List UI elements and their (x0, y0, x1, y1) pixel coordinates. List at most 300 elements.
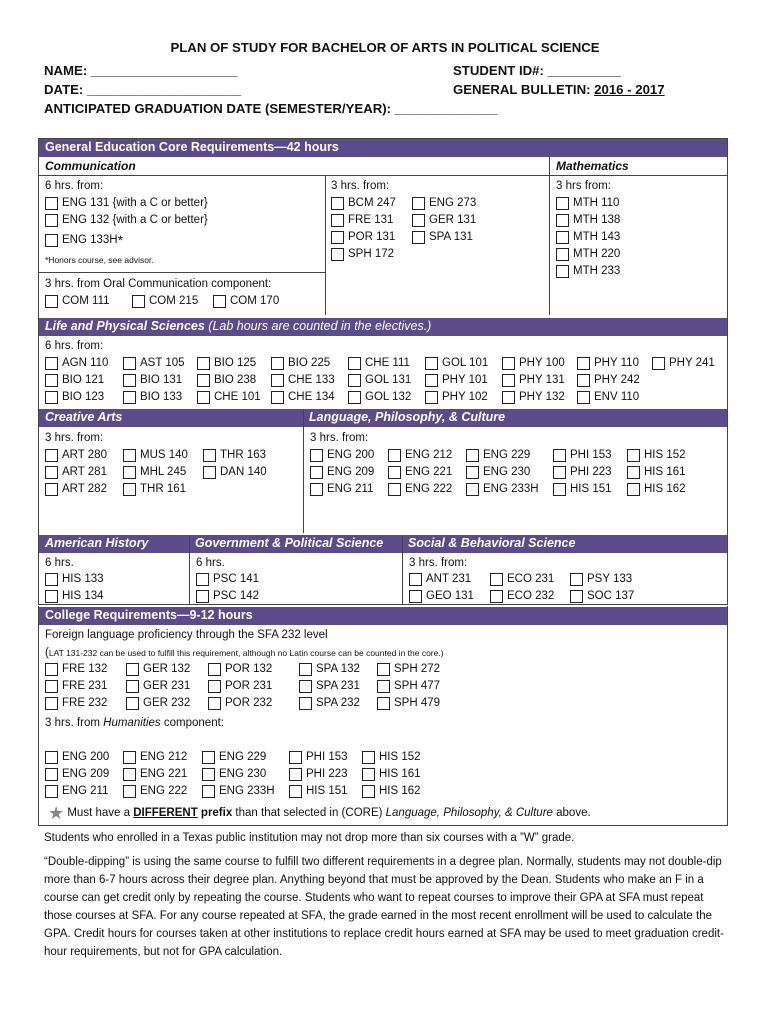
checkbox[interactable] (271, 374, 284, 387)
language-header: Language, Philosophy, & Culture (303, 409, 727, 427)
social-from-label: 3 hrs. from: (409, 557, 468, 569)
checkbox[interactable] (45, 680, 58, 693)
course-label: COM 111 (62, 295, 110, 307)
date-field[interactable]: DATE: _____________________ (44, 82, 241, 97)
course-checkbox[interactable] (132, 294, 198, 308)
course-label: ECO 232 (507, 590, 555, 602)
checkbox[interactable] (310, 449, 323, 462)
course-checkbox[interactable] (45, 448, 107, 462)
course-checkbox[interactable] (45, 589, 104, 603)
checkbox[interactable] (556, 231, 569, 244)
course-checkbox[interactable] (289, 784, 348, 798)
course-checkbox[interactable] (490, 589, 554, 603)
checkbox[interactable] (197, 391, 210, 404)
course-label: ENG 200 (62, 751, 110, 763)
course-checkbox[interactable] (271, 356, 330, 370)
checkbox[interactable] (271, 391, 284, 404)
course-label: ENV 110 (594, 391, 640, 403)
checkbox[interactable] (289, 768, 302, 781)
course-label: SPA 132 (316, 663, 360, 675)
course-label: ENG 229 (483, 449, 531, 461)
course-label: ENG 209 (62, 768, 110, 780)
course-checkbox[interactable] (202, 750, 266, 764)
checkbox[interactable] (202, 751, 215, 764)
course-checkbox[interactable] (388, 465, 452, 479)
course-checkbox[interactable] (126, 662, 190, 676)
checkbox[interactable] (45, 785, 58, 798)
checkbox[interactable] (299, 697, 312, 710)
course-checkbox[interactable] (556, 247, 620, 261)
checkbox[interactable] (577, 374, 590, 387)
course-label: ENG 200 (327, 449, 375, 461)
course-checkbox[interactable] (425, 356, 488, 370)
checkbox[interactable] (123, 391, 136, 404)
course-checkbox[interactable] (502, 356, 565, 370)
course-label: HIS 151 (570, 483, 612, 495)
checkbox[interactable] (310, 483, 323, 496)
checkbox[interactable] (652, 357, 665, 370)
course-checkbox[interactable] (570, 589, 634, 603)
checkbox[interactable] (45, 697, 58, 710)
checkbox[interactable] (409, 590, 422, 603)
course-label: PHY 241 (669, 357, 715, 369)
course-checkbox[interactable] (196, 589, 259, 603)
course-label: MTH 143 (573, 231, 621, 243)
checkbox[interactable] (126, 663, 139, 676)
checkbox[interactable] (412, 231, 425, 244)
course-label: SPA 231 (316, 680, 360, 692)
course-label: MUS 140 (140, 449, 188, 461)
course-label: THR 161 (140, 483, 187, 495)
checkbox[interactable] (348, 357, 361, 370)
course-checkbox[interactable] (289, 750, 348, 764)
checkbox[interactable] (331, 248, 344, 261)
course-checkbox[interactable]: ENG 132 {with a C or better} (45, 213, 208, 227)
course-checkbox[interactable] (331, 196, 396, 210)
course-checkbox[interactable] (123, 482, 186, 496)
course-checkbox[interactable] (45, 356, 108, 370)
course-checkbox[interactable] (425, 373, 488, 387)
course-checkbox[interactable] (553, 465, 612, 479)
checkbox[interactable] (425, 391, 438, 404)
checkbox[interactable] (466, 449, 479, 462)
course-checkbox[interactable] (570, 572, 632, 586)
course-label: CHE 111 (365, 357, 410, 369)
course-checkbox[interactable] (123, 767, 187, 781)
course-label: HIS 151 (306, 785, 348, 797)
course-checkbox[interactable] (577, 373, 640, 387)
course-checkbox[interactable] (412, 230, 473, 244)
checkbox[interactable] (299, 663, 312, 676)
course-checkbox[interactable] (377, 679, 440, 693)
checkbox[interactable] (123, 785, 136, 798)
course-label: DAN 140 (220, 466, 267, 478)
american-from-label: 6 hrs. (45, 557, 74, 569)
course-checkbox[interactable] (627, 482, 686, 496)
course-checkbox[interactable] (299, 662, 360, 676)
checkbox[interactable] (388, 449, 401, 462)
checkbox[interactable] (196, 590, 209, 603)
checkbox[interactable] (132, 295, 145, 308)
checkbox[interactable] (490, 590, 503, 603)
checkbox[interactable] (123, 466, 136, 479)
course-checkbox[interactable] (310, 465, 374, 479)
course-checkbox[interactable] (409, 589, 474, 603)
honors-star: * (117, 232, 124, 248)
humanities-label: 3 hrs. from Humanities component: (45, 717, 224, 729)
course-checkbox[interactable] (45, 390, 104, 404)
course-label: HIS 162 (379, 785, 421, 797)
course-label: PSY 133 (587, 573, 633, 585)
course-label: ART 281 (62, 466, 107, 478)
course-checkbox[interactable] (388, 448, 452, 462)
checkbox[interactable] (45, 573, 58, 586)
checkbox[interactable] (556, 197, 569, 210)
checkbox[interactable] (289, 751, 302, 764)
checkbox[interactable] (377, 663, 390, 676)
course-checkbox[interactable] (377, 696, 440, 710)
course-label: BIO 123 (62, 391, 105, 403)
course-checkbox[interactable] (45, 572, 104, 586)
checkbox[interactable] (45, 751, 58, 764)
course-checkbox[interactable] (45, 662, 107, 676)
checkbox[interactable] (425, 357, 438, 370)
comm-from-label: 6 hrs. from: (45, 180, 104, 192)
checkbox[interactable] (202, 785, 215, 798)
course-checkbox[interactable] (362, 750, 421, 764)
checkbox[interactable] (123, 768, 136, 781)
checkbox[interactable] (299, 680, 312, 693)
course-label: POR 131 (348, 231, 396, 243)
course-label: ENG 209 (327, 466, 375, 478)
course-checkbox[interactable] (412, 196, 476, 210)
course-label: CHE 101 (214, 391, 261, 403)
course-checkbox[interactable] (331, 230, 395, 244)
course-label: BIO 225 (288, 357, 331, 369)
course-label: SPA 131 (429, 231, 473, 243)
course-checkbox[interactable] (425, 390, 488, 404)
life-sciences-header: Life and Physical Sciences (Lab hours are counted in the electives.) (39, 318, 727, 336)
course-checkbox[interactable] (123, 390, 182, 404)
course-checkbox[interactable] (502, 390, 565, 404)
checkbox[interactable] (362, 751, 375, 764)
checkbox[interactable] (126, 697, 139, 710)
course-checkbox[interactable] (502, 373, 565, 387)
foreign-language-label: Foreign language proficiency through the SFA 232 level (45, 629, 328, 641)
checkbox[interactable] (45, 483, 58, 496)
course-checkbox[interactable] (490, 572, 554, 586)
course-checkbox[interactable] (299, 679, 360, 693)
checkbox[interactable] (556, 265, 569, 278)
checkbox[interactable] (377, 680, 390, 693)
government-from-label: 6 hrs. (196, 557, 225, 569)
checkbox[interactable] (502, 391, 515, 404)
checkbox[interactable] (197, 357, 210, 370)
course-checkbox[interactable] (310, 448, 374, 462)
course-label: HIS 161 (379, 768, 421, 780)
course-checkbox[interactable] (271, 373, 335, 387)
course-label: HIS 161 (644, 466, 686, 478)
checkbox[interactable] (45, 197, 58, 210)
course-checkbox[interactable] (197, 356, 256, 370)
course-checkbox[interactable] (208, 662, 272, 676)
checkbox[interactable] (502, 374, 515, 387)
course-checkbox[interactable] (577, 356, 639, 370)
course-checkbox[interactable] (203, 465, 267, 479)
course-checkbox[interactable] (45, 784, 108, 798)
course-checkbox[interactable] (197, 373, 256, 387)
checkbox[interactable] (553, 449, 566, 462)
divider (549, 157, 550, 315)
course-checkbox[interactable] (556, 230, 620, 244)
checkbox[interactable] (556, 248, 569, 261)
checkbox[interactable] (289, 785, 302, 798)
checkbox[interactable] (490, 573, 503, 586)
checkbox[interactable] (556, 214, 569, 227)
drop-policy-note: Students who enrolled in a Texas public institution may not drop more than six courses with a ”W” grade. (44, 832, 575, 844)
checkbox[interactable] (570, 573, 583, 586)
checkbox[interactable] (213, 295, 226, 308)
checkbox[interactable] (388, 483, 401, 496)
course-checkbox[interactable] (331, 247, 394, 261)
course-label: GER 131 (429, 214, 477, 226)
course-checkbox[interactable] (123, 356, 185, 370)
course-checkbox[interactable] (556, 196, 619, 210)
checkbox[interactable] (45, 466, 58, 479)
different-prefix-note: ★ Must have a DIFFERENT prefix than that selected in (CORE) Language, Philosophy, & Culture above. (48, 803, 591, 823)
checkbox[interactable] (203, 466, 216, 479)
course-checkbox[interactable] (627, 448, 686, 462)
course-label: HIS 134 (62, 590, 104, 602)
course-checkbox[interactable]: ENG 133H* (45, 233, 123, 247)
checkbox[interactable] (627, 466, 640, 479)
course-label: ENG 221 (140, 768, 188, 780)
course-label: HIS 152 (644, 449, 686, 461)
checkbox[interactable] (502, 357, 515, 370)
checkbox[interactable] (331, 197, 344, 210)
course-checkbox[interactable] (123, 784, 187, 798)
checkbox[interactable] (412, 214, 425, 227)
comm-from2-label: 3 hrs. from: (331, 180, 390, 192)
checkbox[interactable] (388, 466, 401, 479)
course-label: GEO 131 (426, 590, 474, 602)
checkbox[interactable] (208, 697, 221, 710)
checkbox[interactable] (45, 590, 58, 603)
checkbox[interactable] (466, 483, 479, 496)
checkbox[interactable] (45, 663, 58, 676)
course-checkbox[interactable] (202, 784, 275, 798)
bulletin-label: GENERAL BULLETIN: (453, 82, 591, 97)
course-label: HIS 152 (379, 751, 421, 763)
course-checkbox[interactable] (45, 679, 107, 693)
checkbox[interactable] (45, 214, 58, 227)
checkbox[interactable] (377, 697, 390, 710)
course-checkbox[interactable] (652, 356, 715, 370)
course-checkbox[interactable] (362, 784, 421, 798)
course-label: ENG 233H (483, 483, 539, 495)
course-checkbox[interactable] (45, 465, 107, 479)
star-icon: ★ (48, 803, 65, 823)
checkbox[interactable] (348, 391, 361, 404)
course-checkbox[interactable] (123, 750, 187, 764)
checkbox[interactable] (570, 590, 583, 603)
course-label: PHI 223 (306, 768, 348, 780)
course-checkbox[interactable] (197, 390, 261, 404)
course-label: HIS 133 (62, 573, 104, 585)
checkbox[interactable] (203, 449, 216, 462)
course-label: SOC 137 (587, 590, 635, 602)
course-label: COM 170 (230, 295, 280, 307)
course-checkbox[interactable] (553, 482, 612, 496)
checkbox[interactable] (627, 449, 640, 462)
checkbox[interactable] (196, 573, 209, 586)
course-checkbox[interactable] (213, 294, 279, 308)
course-label: MTH 138 (573, 214, 621, 226)
checkbox[interactable] (45, 295, 58, 308)
checkbox[interactable] (412, 197, 425, 210)
checkbox[interactable] (123, 751, 136, 764)
checkbox[interactable] (202, 768, 215, 781)
checkbox[interactable] (577, 391, 590, 404)
checkbox[interactable] (466, 466, 479, 479)
course-checkbox[interactable] (126, 679, 190, 693)
divider (38, 175, 728, 176)
checkbox[interactable] (577, 357, 590, 370)
course-label: GOL 131 (365, 374, 412, 386)
double-dipping-note: “Double-dipping” is using the same course to fulfill two different requirements in a degree plan. Normally, students may not double-dip more than 6-7 hours across their degree plan. Anything beyond that must be approved by the Dean. Students who make an F in a course can get credit only by repeating the course. Students who want to repeat courses to improve their GPA at SFA must repeat those courses at SFA. For any course repeated at SFA, the grade earned in the most recent enrollment will be used to calculate the GPA. Credit hours for courses taken at other institutions to replace credit hours earned at SFA may be used to meet graduation credit-hour requirements, but not for GPA calculation. (44, 856, 724, 958)
checkbox[interactable] (208, 663, 221, 676)
course-checkbox[interactable] (348, 390, 411, 404)
checkbox[interactable] (310, 466, 323, 479)
math-from-label: 3 hrs from: (556, 180, 611, 192)
course-label: ENG 230 (483, 466, 531, 478)
course-label: PSC 142 (213, 590, 260, 602)
course-label: POR 132 (225, 663, 273, 675)
course-label: ENG 212 (405, 449, 453, 461)
course-checkbox[interactable] (45, 482, 107, 496)
checkbox[interactable] (123, 449, 136, 462)
course-label: PHY 102 (442, 391, 488, 403)
student-id-field[interactable]: STUDENT ID#: __________ (453, 63, 621, 78)
course-checkbox[interactable] (466, 448, 530, 462)
checkbox[interactable] (627, 483, 640, 496)
checkbox[interactable] (425, 374, 438, 387)
checkbox[interactable] (45, 234, 58, 247)
course-checkbox[interactable] (208, 679, 272, 693)
course-label: SPH 479 (394, 697, 441, 709)
course-label: POR 232 (225, 697, 273, 709)
checkbox[interactable] (123, 357, 136, 370)
course-checkbox[interactable] (271, 390, 335, 404)
checkbox[interactable] (123, 374, 136, 387)
course-checkbox[interactable] (466, 482, 539, 496)
course-checkbox[interactable] (310, 482, 373, 496)
general-bulletin (453, 82, 665, 97)
course-checkbox[interactable] (45, 696, 107, 710)
checkbox[interactable] (362, 768, 375, 781)
checkbox[interactable] (45, 449, 58, 462)
course-label: BIO 131 (140, 374, 183, 386)
course-checkbox[interactable]: ENG 131 {with a C or better} (45, 196, 208, 210)
course-checkbox[interactable] (202, 767, 266, 781)
course-checkbox[interactable] (412, 213, 476, 227)
checkbox[interactable] (45, 374, 58, 387)
checkbox[interactable] (348, 374, 361, 387)
course-label: FRE 132 (62, 663, 108, 675)
course-checkbox[interactable] (348, 373, 411, 387)
divider (402, 535, 403, 605)
course-checkbox[interactable] (556, 264, 620, 278)
course-label: SPH 172 (348, 248, 395, 260)
page-title: PLAN OF STUDY FOR BACHELOR OF ARTS IN POLITICAL SCIENCE (170, 40, 600, 55)
checkbox[interactable] (331, 214, 344, 227)
gen-ed-header: General Education Core Requirements—42 hours (39, 139, 727, 157)
course-checkbox[interactable] (556, 213, 620, 227)
graduation-date-field[interactable]: ANTICIPATED GRADUATION DATE (SEMESTER/YEAR): ______________ (44, 101, 498, 116)
course-checkbox[interactable] (45, 750, 109, 764)
course-label: ECO 231 (507, 573, 555, 585)
checkbox[interactable] (553, 483, 566, 496)
course-checkbox[interactable] (196, 572, 259, 586)
mathematics-heading: Mathematics (556, 159, 629, 173)
course-label: PHY 242 (594, 374, 640, 386)
course-checkbox[interactable] (377, 662, 440, 676)
checkbox[interactable] (208, 680, 221, 693)
course-label: GER 232 (143, 697, 191, 709)
course-checkbox[interactable] (348, 356, 410, 370)
course-checkbox[interactable] (409, 572, 471, 586)
course-checkbox[interactable] (45, 373, 104, 387)
checkbox[interactable] (45, 391, 58, 404)
course-checkbox[interactable] (331, 213, 393, 227)
course-checkbox[interactable] (123, 448, 188, 462)
checkbox[interactable] (362, 785, 375, 798)
course-checkbox[interactable] (553, 448, 612, 462)
course-checkbox[interactable] (362, 767, 421, 781)
checkbox[interactable] (45, 357, 58, 370)
course-checkbox[interactable] (123, 465, 186, 479)
checkbox[interactable] (553, 466, 566, 479)
course-checkbox[interactable] (627, 465, 686, 479)
course-checkbox[interactable] (45, 294, 110, 308)
course-checkbox[interactable] (208, 696, 272, 710)
course-checkbox[interactable] (466, 465, 530, 479)
latin-note: (LAT 131-232 can be used to fulfill this requirement, although no Latin course can be counted in the core.) (45, 647, 444, 659)
course-label: COM 215 (149, 295, 199, 307)
course-label: FRE 131 (348, 214, 394, 226)
course-checkbox[interactable] (123, 373, 182, 387)
course-checkbox[interactable] (299, 696, 360, 710)
course-checkbox[interactable] (126, 696, 190, 710)
course-label: FRE 231 (62, 680, 108, 692)
checkbox[interactable] (197, 374, 210, 387)
name-field[interactable]: NAME: ____________________ (44, 63, 238, 78)
course-label: BIO 133 (140, 391, 183, 403)
checkbox[interactable] (331, 231, 344, 244)
course-checkbox[interactable] (289, 767, 348, 781)
checkbox[interactable] (126, 680, 139, 693)
checkbox[interactable] (271, 357, 284, 370)
checkbox[interactable] (123, 483, 136, 496)
course-checkbox[interactable] (577, 390, 639, 404)
course-checkbox[interactable] (203, 448, 266, 462)
course-label: SPH 272 (394, 663, 441, 675)
course-checkbox[interactable] (45, 767, 109, 781)
checkbox[interactable] (409, 573, 422, 586)
course-label: BIO 121 (62, 374, 105, 386)
checkbox[interactable] (45, 768, 58, 781)
course-checkbox[interactable] (388, 482, 452, 496)
